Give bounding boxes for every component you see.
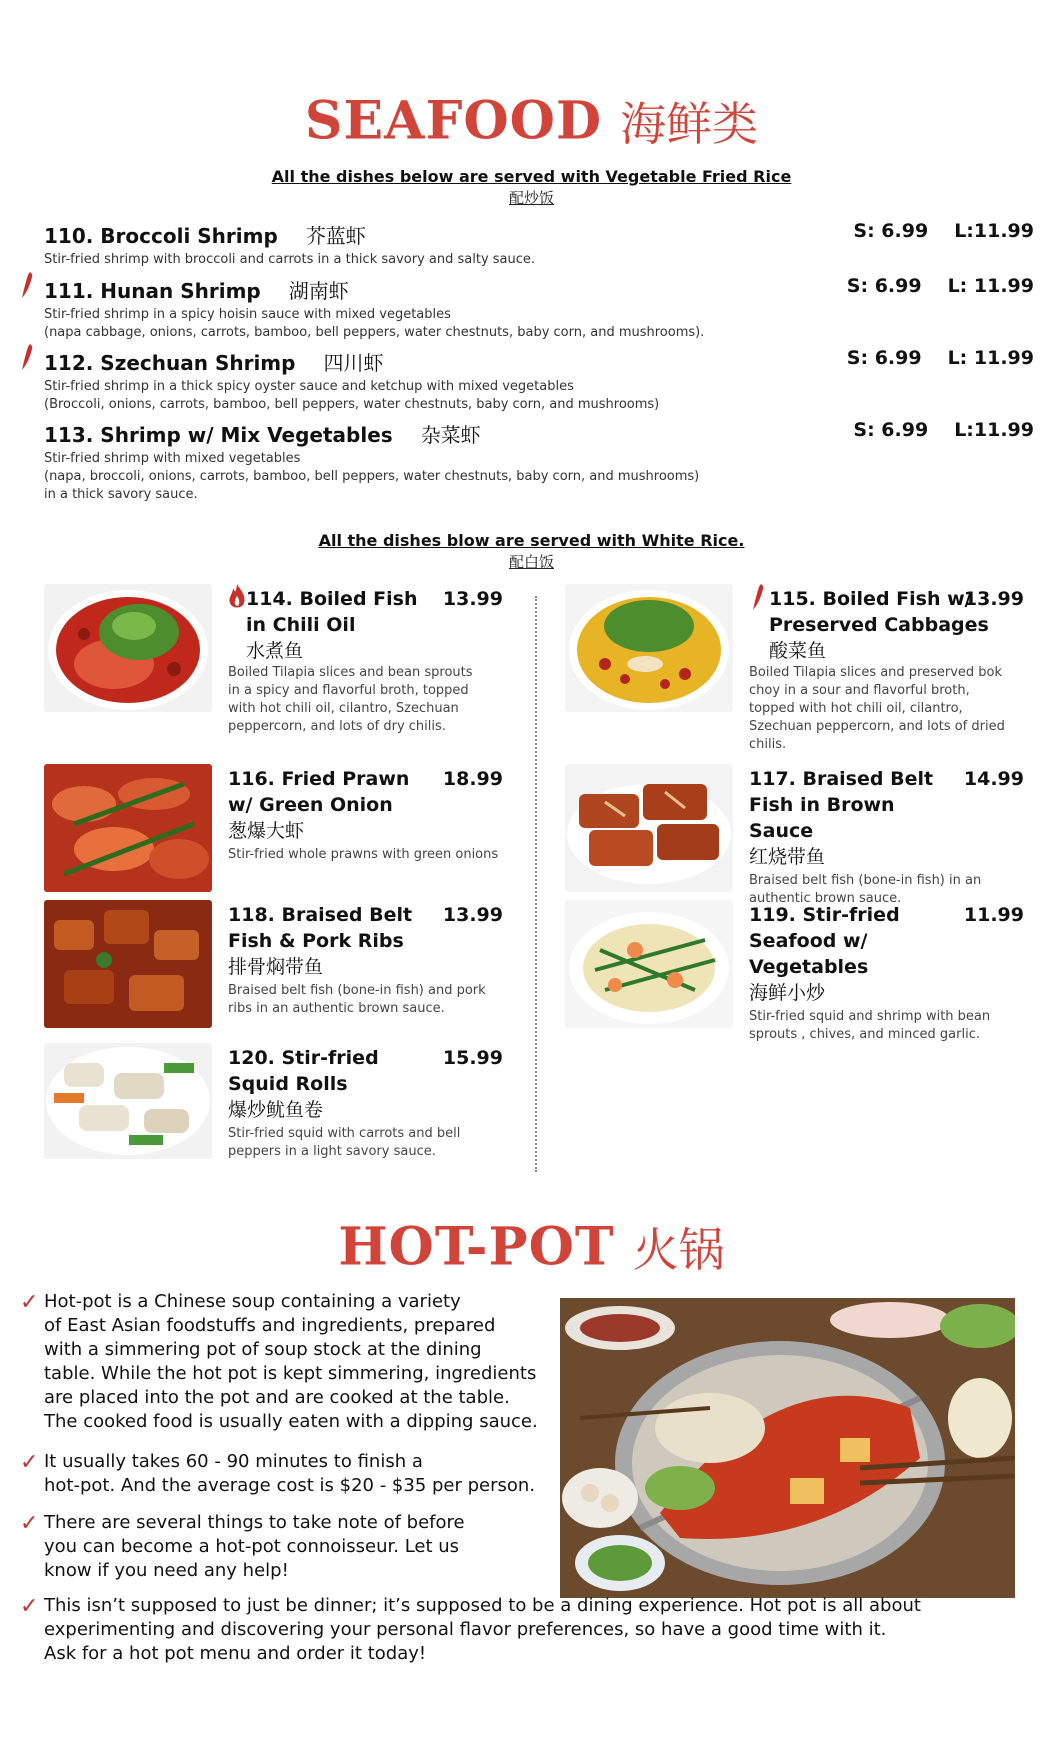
flame-icon xyxy=(228,584,246,610)
dish-description: Braised belt fish (bone-in fish) in an authentic brown sauce. xyxy=(749,873,982,906)
bullet-text: It usually takes 60 - 90 minutes to finish a hot-pot. And the average cost is $20 - $35 per person. xyxy=(44,1451,536,1496)
price-large: L:11.99 xyxy=(954,419,1034,441)
item-description: Stir-fried shrimp with mixed vegetables (napa, broccoli, onions, carrots, bamboo, bell peppers, water chestnuts, baby corn, and mushrooms) in a thick savory sauce. xyxy=(44,451,700,502)
dish-price: 13.99 xyxy=(442,588,503,610)
dish-card-119 xyxy=(565,900,1030,1040)
hotpot-title-en: HOT-POT xyxy=(338,1216,615,1278)
dish-name: 116. Fried Prawn w/ Green Onion xyxy=(228,768,410,816)
boiled-fish-cabbage-photo xyxy=(565,584,733,712)
price-small: S: 6.99 xyxy=(846,347,922,369)
dish-name: 119. Stir-fried Seafood w/ Vegetables xyxy=(749,904,900,978)
checkmark-icon: ✓ xyxy=(20,1290,39,1315)
item-description: Stir-fried shrimp in a spicy hoisin sauce with mixed vegetables (napa cabbage, onions, carrots, bamboo, bell peppers, water chestnuts, baby corn, and mushrooms). xyxy=(44,307,705,340)
item-name: 112. Szechuan Shrimp xyxy=(44,351,296,375)
dish-price: 15.99 xyxy=(442,1047,503,1069)
dish-price: 18.99 xyxy=(442,768,503,790)
item-price xyxy=(853,419,1034,441)
dish-card-118 xyxy=(44,900,509,1040)
item-name-zh: 湖南虾 xyxy=(288,279,349,303)
belt-fish-pork-ribs-photo xyxy=(44,900,212,1028)
dish-description: Braised belt fish (bone-in fish) and pork ribs in an authentic brown sauce. xyxy=(228,983,486,1016)
dish-card-117 xyxy=(565,764,1030,904)
item-name: 113. Shrimp w/ Mix Vegetables xyxy=(44,423,393,447)
dish-description: Stir-fried squid with carrots and bell peppers in a light savory sauce. xyxy=(228,1126,461,1159)
hotpot-title-zh: 火锅 xyxy=(632,1223,725,1277)
checkmark-icon: ✓ xyxy=(20,1594,39,1619)
menu-item-110 xyxy=(44,220,1034,269)
bullet-text: This isn’t supposed to just be dinner; it’s supposed to be a dining experience. Hot pot is all about experimenting and discovering your personal flavor preferences, so have a good time with it. Ask for a hot pot menu and order it today! xyxy=(44,1595,921,1664)
bullet-text: Hot-pot is a Chinese soup containing a variety of East Asian foodstuffs and ingredients, prepared with a simmering pot of soup stock at the dining table. While the hot pot is kept simmering, ingredients are placed into the pot and are cooked at the table. The cooked food is usually eaten with a dipping sauce. xyxy=(44,1291,538,1432)
price-large: L:11.99 xyxy=(954,220,1034,242)
braised-belt-fish-photo xyxy=(565,764,733,892)
dish-price: 11.99 xyxy=(963,904,1024,926)
column-divider xyxy=(535,596,537,1172)
fried-rice-note-en: All the dishes below are served with Vegetable Fried Rice xyxy=(271,167,792,186)
white-rice-note xyxy=(0,531,1063,572)
dish-description: Stir-fried squid and shrimp with bean sprouts , chives, and minced garlic. xyxy=(749,1009,991,1042)
dish-description: Boiled Tilapia slices and preserved bok choy in a sour and flavorful broth, topped with hot chili oil, cilantro, Szechuan peppercorn, and lots of dried chilis. xyxy=(749,665,1005,752)
checkmark-icon: ✓ xyxy=(20,1511,39,1536)
chili-pepper-icon xyxy=(751,584,765,610)
dish-description: Boiled Tilapia slices and bean sprouts in a spicy and flavorful broth, topped with hot chili oil, cilantro, Szechuan peppercorn, and lots of dry chilis. xyxy=(228,665,473,734)
item-name: 110. Broccoli Shrimp xyxy=(44,224,278,248)
seafood-title-zh: 海鲜类 xyxy=(620,97,759,151)
seafood-vegetables-photo xyxy=(565,900,733,1028)
item-description: Stir-fried shrimp with broccoli and carrots in a thick savory and salty sauce. xyxy=(44,252,536,267)
checkmark-icon: ✓ xyxy=(20,1450,39,1475)
dish-name-zh: 爆炒鱿鱼卷 xyxy=(228,1099,324,1121)
fried-rice-note-zh: 配炒饭 xyxy=(508,189,554,207)
dish-name-zh: 葱爆大虾 xyxy=(228,820,305,842)
squid-rolls-photo xyxy=(44,1043,212,1159)
bullet-text: There are several things to take note of before you can become a hot-pot connoisseur. Let us know if you need any help! xyxy=(44,1512,465,1581)
white-rice-note-zh: 配白饭 xyxy=(508,553,554,571)
dish-name: 114. Boiled Fish in Chili Oil xyxy=(246,588,418,636)
hotpot-title xyxy=(0,1214,1063,1280)
dish-card-120 xyxy=(44,1043,509,1183)
white-rice-note-en: All the dishes blow are served with White Rice. xyxy=(318,531,745,550)
dish-name: 120. Stir-fried Squid Rolls xyxy=(228,1047,379,1095)
item-price xyxy=(847,347,1034,369)
dish-price: 14.99 xyxy=(963,768,1024,790)
dish-description: Stir-fried whole prawns with green onions xyxy=(228,847,499,862)
item-description: Stir-fried shrimp in a thick spicy oyster sauce and ketchup with mixed vegetables (Broccoli, onions, carrots, bamboo, bell peppers, water chestnuts, baby corn, and mushrooms) xyxy=(44,379,660,412)
menu-item-113 xyxy=(44,419,1034,504)
item-name-zh: 芥蓝虾 xyxy=(305,224,366,248)
dish-price: 13.99 xyxy=(963,588,1024,610)
dish-name-zh: 酸菜鱼 xyxy=(769,640,827,662)
fried-rice-note xyxy=(0,167,1063,208)
price-large: L: 11.99 xyxy=(947,275,1034,297)
dish-card-115 xyxy=(565,584,1030,752)
hotpot-photo xyxy=(560,1298,1015,1598)
item-price xyxy=(847,275,1034,297)
seafood-title xyxy=(0,88,1063,154)
price-small: S: 6.99 xyxy=(846,275,922,297)
chili-pepper-icon xyxy=(20,344,34,370)
price-small: S: 6.99 xyxy=(853,419,929,441)
dish-name: 117. Braised Belt Fish in Brown Sauce xyxy=(749,768,934,842)
price-large: L: 11.99 xyxy=(947,347,1034,369)
dish-name: 115. Boiled Fish w/ Preserved Cabbages xyxy=(769,588,989,636)
dish-price: 13.99 xyxy=(442,904,503,926)
seafood-title-en: SEAFOOD xyxy=(304,90,603,152)
menu-item-111 xyxy=(44,275,1034,342)
dish-card-114 xyxy=(44,584,509,734)
price-small: S: 6.99 xyxy=(853,220,929,242)
dish-name-zh: 水煮鱼 xyxy=(246,640,304,662)
dish-name: 118. Braised Belt Fish & Pork Ribs xyxy=(228,904,413,952)
fried-prawn-photo xyxy=(44,764,212,892)
chili-pepper-icon xyxy=(20,272,34,298)
menu-item-112 xyxy=(44,347,1034,414)
item-name: 111. Hunan Shrimp xyxy=(44,279,261,303)
dish-card-116 xyxy=(44,764,509,904)
boiled-fish-chili-oil-photo xyxy=(44,584,212,712)
dish-name-zh: 红烧带鱼 xyxy=(749,846,826,868)
item-price xyxy=(853,220,1034,242)
item-name-zh: 杂菜虾 xyxy=(420,423,481,447)
dish-name-zh: 海鲜小炒 xyxy=(749,982,826,1004)
dish-name-zh: 排骨焖带鱼 xyxy=(228,956,324,978)
item-name-zh: 四川虾 xyxy=(323,351,384,375)
